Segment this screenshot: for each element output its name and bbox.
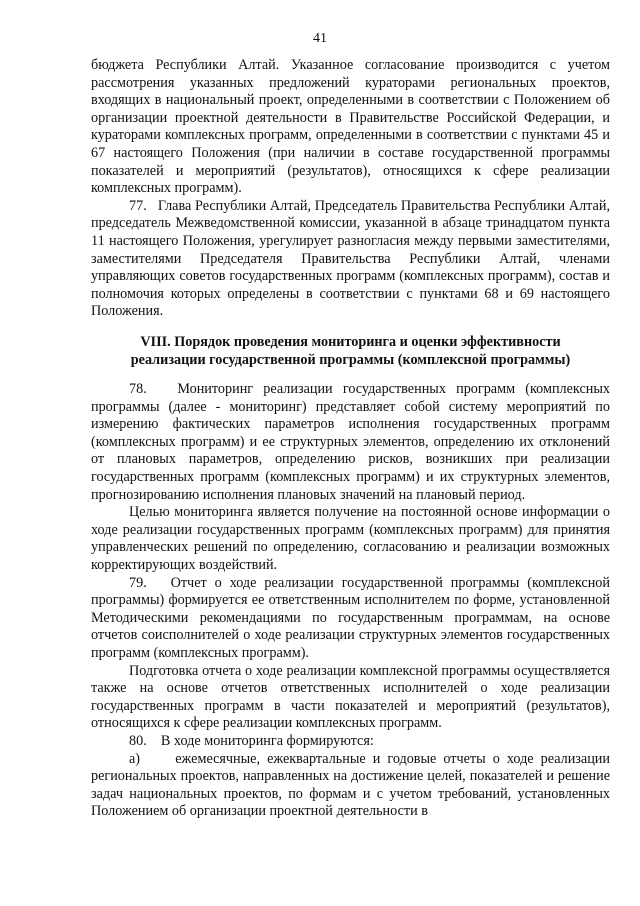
paragraph-monitoring-goal: Целью мониторинга является получение на постоянной основе информации о ходе реализации государственных программ (комплексных программ) для принятия управленческих решений по определению, согласованию и реализации возможных корректирующих воздействий.: [91, 504, 610, 574]
document-body: [91, 57, 610, 821]
paragraph-80-a: а) ежемесячные, ежеквартальные и годовые отчеты о ходе реализации региональных проектов, направленных на достижение целей, показателей и решение задач национальных проектов, по формам и с учетом требований, установленных Положением об организации проектной деятельности в: [91, 750, 610, 820]
section-title-line: VIII. Порядок проведения мониторинга и оценки эффективности: [140, 333, 561, 350]
paragraph-continuation: бюджета Республики Алтай. Указанное согласование производится с учетом рассмотрения указанных предложений кураторами региональных проектов, входящих в национальный проект, определенными в соответствии с Положением об организации проектной деятельности в Правительстве Российской Федерации, и кураторами комплексных программ, определенными в соответствии с пунктами 45 и 67 настоящего Положения (при наличии в составе государственной программы показателей и мероприятий (результатов), относящихся к сфере реализации комплексных программ).: [91, 57, 610, 197]
section-title-viii: [91, 334, 610, 369]
paragraph-77: 77. Глава Республики Алтай, Председатель Правительства Республики Алтай, председатель Межведомственной комиссии, указанной в абзаце тринадцатом пункта 11 настоящего Положения, урегулирует разногласия между первыми заместителями, заместителями Председателя Правительства Республики Алтай, членами управляющих советов государственных программ (комплексных программ), состав и полномочия которых определены в соответствии с пунктами 68 и 69 настоящего Положения.: [91, 197, 610, 320]
paragraph-79: 79. Отчет о ходе реализации государственной программы (комплексной программы) формируется ее ответственным исполнителем по форме, установленной Методическими рекомендациями по государственным программам, на основе отчетов соисполнителей о ходе реализации структурных элементов государственных программ (комплексных программ).: [91, 574, 610, 661]
paragraph-78: 78. Мониторинг реализации государственных программ (комплексных программы (далее - мониторинг) представляет собой систему мероприятий по измерению фактических параметров исполнения государственных программ (комплексных программ) и ее структурных элементов, определению их отклонений от плановых параметров, определению рисков, возникших при реализации государственных программ (комплексных программ) и их структурных элементов, прогнозированию исполнения плановых значений на плановый период.: [91, 381, 610, 503]
paragraph-80: 80. В ходе мониторинга формируются:: [129, 732, 374, 749]
paragraph-report-preparation: Подготовка отчета о ходе реализации комплексной программы осуществляется также на основе отчетов ответственных исполнителей о ходе реализации государственных программ в части показателей и мероприятий (результатов), относящихся к сфере реализации комплексных программ.: [91, 662, 610, 732]
section-title-line: реализации государственной программы (комплексной программы): [130, 351, 571, 368]
page-number: 41: [313, 31, 327, 46]
